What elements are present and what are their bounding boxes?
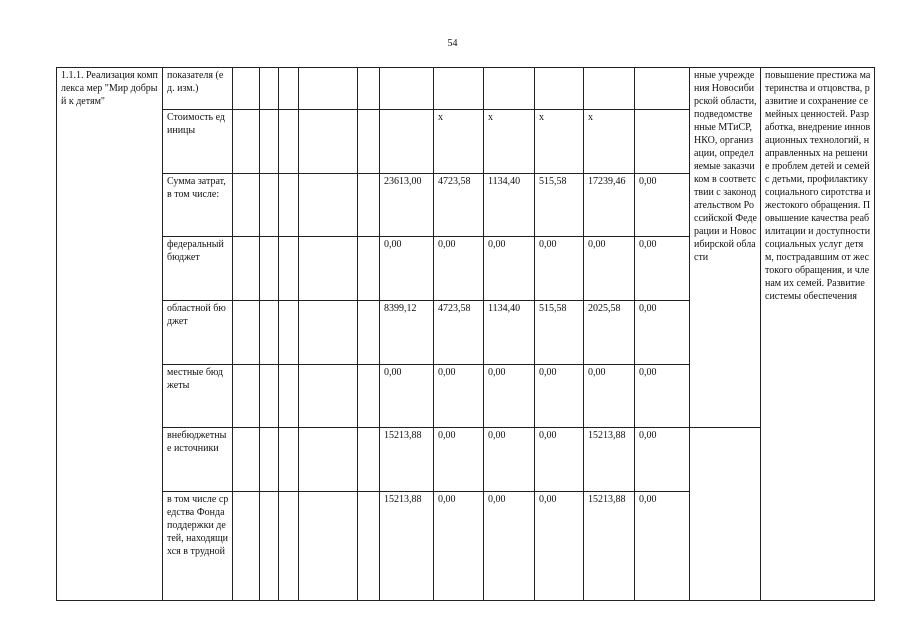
value-cell-y3: 0,00 bbox=[535, 428, 584, 492]
value-cell-y2: 1134,40 bbox=[484, 174, 535, 237]
empty-cell bbox=[299, 492, 358, 601]
empty-cell bbox=[260, 174, 279, 237]
value-cell-y4 bbox=[584, 68, 635, 110]
value-cell-y5: 0,00 bbox=[635, 237, 690, 301]
empty-cell bbox=[260, 301, 279, 365]
value-cell-y4: 0,00 bbox=[584, 365, 635, 428]
empty-cell bbox=[233, 301, 260, 365]
empty-cell bbox=[358, 365, 380, 428]
value-cell-total: 0,00 bbox=[380, 237, 434, 301]
value-cell-y1: x bbox=[434, 110, 484, 174]
empty-cell bbox=[233, 174, 260, 237]
empty-cell bbox=[260, 365, 279, 428]
value-cell-y3: 0,00 bbox=[535, 492, 584, 601]
value-cell-y1: 0,00 bbox=[434, 428, 484, 492]
empty-cell bbox=[299, 237, 358, 301]
table-row bbox=[57, 68, 875, 110]
value-cell-y4: 15213,88 bbox=[584, 428, 635, 492]
program-measures-table bbox=[56, 67, 875, 601]
empty-cell bbox=[358, 237, 380, 301]
empty-cell bbox=[233, 365, 260, 428]
value-cell-y3 bbox=[535, 68, 584, 110]
value-cell-y2: 0,00 bbox=[484, 492, 535, 601]
value-cell-y5: 0,00 bbox=[635, 428, 690, 492]
value-cell-y3: 0,00 bbox=[535, 237, 584, 301]
empty-cell bbox=[279, 365, 299, 428]
value-cell-y5: 0,00 bbox=[635, 301, 690, 365]
value-cell-y2: 0,00 bbox=[484, 237, 535, 301]
value-cell-y4: 2025,58 bbox=[584, 301, 635, 365]
empty-cell bbox=[260, 110, 279, 174]
value-cell-y5: 0,00 bbox=[635, 492, 690, 601]
value-cell-y1: 4723,58 bbox=[434, 301, 484, 365]
value-cell-y2: 0,00 bbox=[484, 428, 535, 492]
empty-cell bbox=[279, 492, 299, 601]
empty-cell bbox=[233, 237, 260, 301]
value-cell-y1: 4723,58 bbox=[434, 174, 484, 237]
empty-cell bbox=[299, 68, 358, 110]
empty-cell bbox=[299, 110, 358, 174]
empty-cell bbox=[233, 68, 260, 110]
value-cell-y5: 0,00 bbox=[635, 174, 690, 237]
results-cell: повышение престижа материнства и отцовства, развитие и сохранение семейных ценностей. Разработка, внедрение инновационных технологий, направленных на решение проблем детей и семей с детьми, профилактику социального сиротства и жестокого обращения. Повышение качества реабилитации и доступности социальных услуг детям, пострадавшим от жестокого обращения, и членам их семей. Развитие системы обеспечения bbox=[761, 68, 875, 601]
empty-cell bbox=[358, 110, 380, 174]
page-number: 54 bbox=[447, 38, 458, 49]
executors-cell: нные учреждения Новосибирской области, подведомственные МТиСР, НКО, организации, определяемые заказчиком в соответствии с законодательством Российской Федерации и Новосибирской области bbox=[690, 68, 761, 428]
empty-cell bbox=[299, 301, 358, 365]
row-label-cell: местные бюджеты bbox=[163, 365, 233, 428]
value-cell-total bbox=[380, 110, 434, 174]
empty-cell bbox=[233, 492, 260, 601]
empty-cell bbox=[358, 492, 380, 601]
empty-cell bbox=[279, 428, 299, 492]
value-cell-total: 8399,12 bbox=[380, 301, 434, 365]
value-cell-total: 23613,00 bbox=[380, 174, 434, 237]
row-label-cell: Сумма затрат, в том числе: bbox=[163, 174, 233, 237]
table-row bbox=[57, 428, 875, 492]
empty-cell bbox=[358, 68, 380, 110]
value-cell-y4: x bbox=[584, 110, 635, 174]
empty-cell bbox=[279, 301, 299, 365]
empty-cell bbox=[279, 237, 299, 301]
empty-cell bbox=[260, 428, 279, 492]
empty-cell bbox=[299, 428, 358, 492]
empty-cell bbox=[358, 174, 380, 237]
row-label-cell: Стоимость единицы bbox=[163, 110, 233, 174]
value-cell-y2: x bbox=[484, 110, 535, 174]
empty-cell bbox=[260, 237, 279, 301]
row-label-cell: федеральный бюджет bbox=[163, 237, 233, 301]
empty-cell bbox=[358, 428, 380, 492]
value-cell-total bbox=[380, 68, 434, 110]
value-cell-y4: 0,00 bbox=[584, 237, 635, 301]
value-cell-total: 15213,88 bbox=[380, 428, 434, 492]
empty-cell bbox=[260, 492, 279, 601]
value-cell-y3: x bbox=[535, 110, 584, 174]
row-label-cell: внебюджетные источники bbox=[163, 428, 233, 492]
row-label-cell: в том числе средства Фонда поддержки детей, находящихся в трудной bbox=[163, 492, 233, 601]
value-cell-y4: 17239,46 bbox=[584, 174, 635, 237]
value-cell-y1: 0,00 bbox=[434, 365, 484, 428]
row-label-cell: показателя (ед. изм.) bbox=[163, 68, 233, 110]
value-cell-y1 bbox=[434, 68, 484, 110]
empty-cell bbox=[260, 68, 279, 110]
value-cell-y1: 0,00 bbox=[434, 492, 484, 601]
value-cell-y3: 515,58 bbox=[535, 301, 584, 365]
empty-cell bbox=[299, 174, 358, 237]
executors-empty-cell bbox=[690, 428, 761, 601]
value-cell-y3: 515,58 bbox=[535, 174, 584, 237]
value-cell-y3: 0,00 bbox=[535, 365, 584, 428]
value-cell-y5 bbox=[635, 110, 690, 174]
empty-cell bbox=[279, 68, 299, 110]
empty-cell bbox=[299, 365, 358, 428]
value-cell-y2: 1134,40 bbox=[484, 301, 535, 365]
value-cell-total: 0,00 bbox=[380, 365, 434, 428]
measure-name-cell: 1.1.1. Реализация комплекса мер "Мир добрый к детям" bbox=[57, 68, 163, 601]
value-cell-y5 bbox=[635, 68, 690, 110]
empty-cell bbox=[233, 110, 260, 174]
empty-cell bbox=[233, 428, 260, 492]
empty-cell bbox=[279, 110, 299, 174]
empty-cell bbox=[279, 174, 299, 237]
value-cell-y2: 0,00 bbox=[484, 365, 535, 428]
value-cell-y4: 15213,88 bbox=[584, 492, 635, 601]
row-label-cell: областной бюджет bbox=[163, 301, 233, 365]
value-cell-total: 15213,88 bbox=[380, 492, 434, 601]
value-cell-y1: 0,00 bbox=[434, 237, 484, 301]
value-cell-y5: 0,00 bbox=[635, 365, 690, 428]
value-cell-y2 bbox=[484, 68, 535, 110]
empty-cell bbox=[358, 301, 380, 365]
